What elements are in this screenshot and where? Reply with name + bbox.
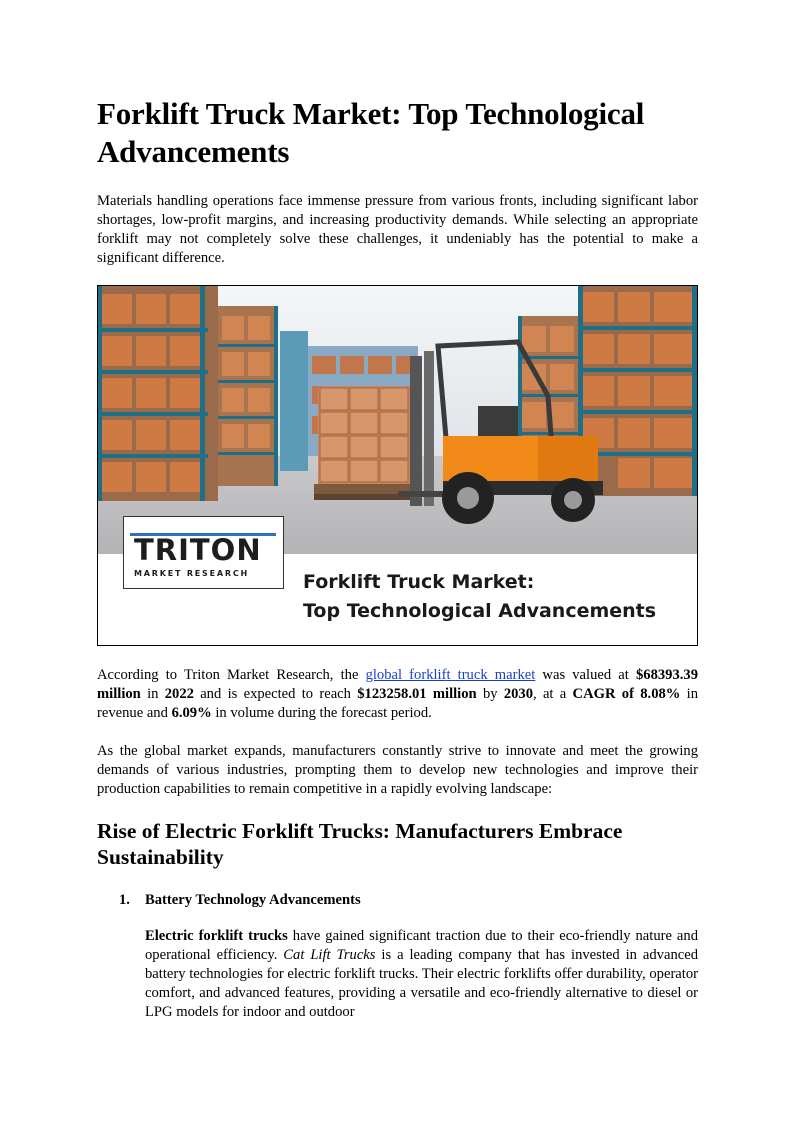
intro-paragraph: Materials handling operations face immense pressure from various fronts, including significant labor shortages, low-profit margins, and increasing productivity demands. While selecting an appropriate forklift may not completely solve these challenges, it undeniably has the potential to make a significant difference. [97,193,698,266]
text-run: , at a [533,686,573,702]
hero-image [97,285,698,646]
list-item [97,891,698,1022]
text-run: in revenue and [97,686,699,721]
cagr-volume: 6.09% [171,705,212,721]
forecast-year: 2030 [503,686,534,702]
text-run: in volume during the forecast period. [211,705,432,721]
text-run: was valued at [535,667,636,683]
hero-caption-line1: Forklift Truck Market: [303,571,535,593]
text-run: is a leading company that has invested in advanced battery technologies for electric forklift trucks. Their electric forklifts offer durability, operator comfort, and advanced features, providing a versatile and eco-friendly alternative to diesel or LPG models for indoor and outdoor [145,947,698,1020]
value-2030: $123258.01 million [357,686,477,702]
value-2022: $68393.39 million [97,667,698,702]
logo-wordmark: TRITON [134,533,262,567]
text-run: and is expected to reach [193,686,358,702]
logo-subtitle: MARKET RESEARCH [134,569,249,578]
list-item-body [145,927,698,1022]
market-expansion-paragraph: As the global market expands, manufacturers constantly strive to innovate and meet the growing demands of various industries, prompting them to develop new technologies and improve their production capabilities to remain competitive in a rapidly evolving landscape: [97,743,698,797]
triton-logo [123,516,284,589]
market-value-paragraph [97,666,698,723]
hero-caption [303,568,656,626]
hero-caption-line2: Top Technological Advancements [303,600,657,622]
text-run: by [476,686,504,702]
base-year: 2022 [164,686,194,702]
page-title: Forklift Truck Market: Top Technological Advancements [97,96,645,169]
text-run: have gained significant traction due to their eco-friendly nature and operational efficiency. [145,928,698,963]
list-item-title: Battery Technology Advancements [145,892,361,908]
cagr-revenue: CAGR of 8.08% [572,686,681,702]
section-heading: Rise of Electric Forklift Trucks: Manufacturers Embrace Sustainability [97,819,623,869]
global-forklift-market-link[interactable]: global forklift truck market [365,667,536,683]
text-run: Electric forklift trucks [145,928,288,944]
list-number: 1. [119,892,130,908]
text-run: in [140,686,165,702]
company-name: Cat Lift Trucks [283,947,376,963]
document-page [97,95,698,1022]
text-run: According to Triton Market Research, the [97,667,366,683]
